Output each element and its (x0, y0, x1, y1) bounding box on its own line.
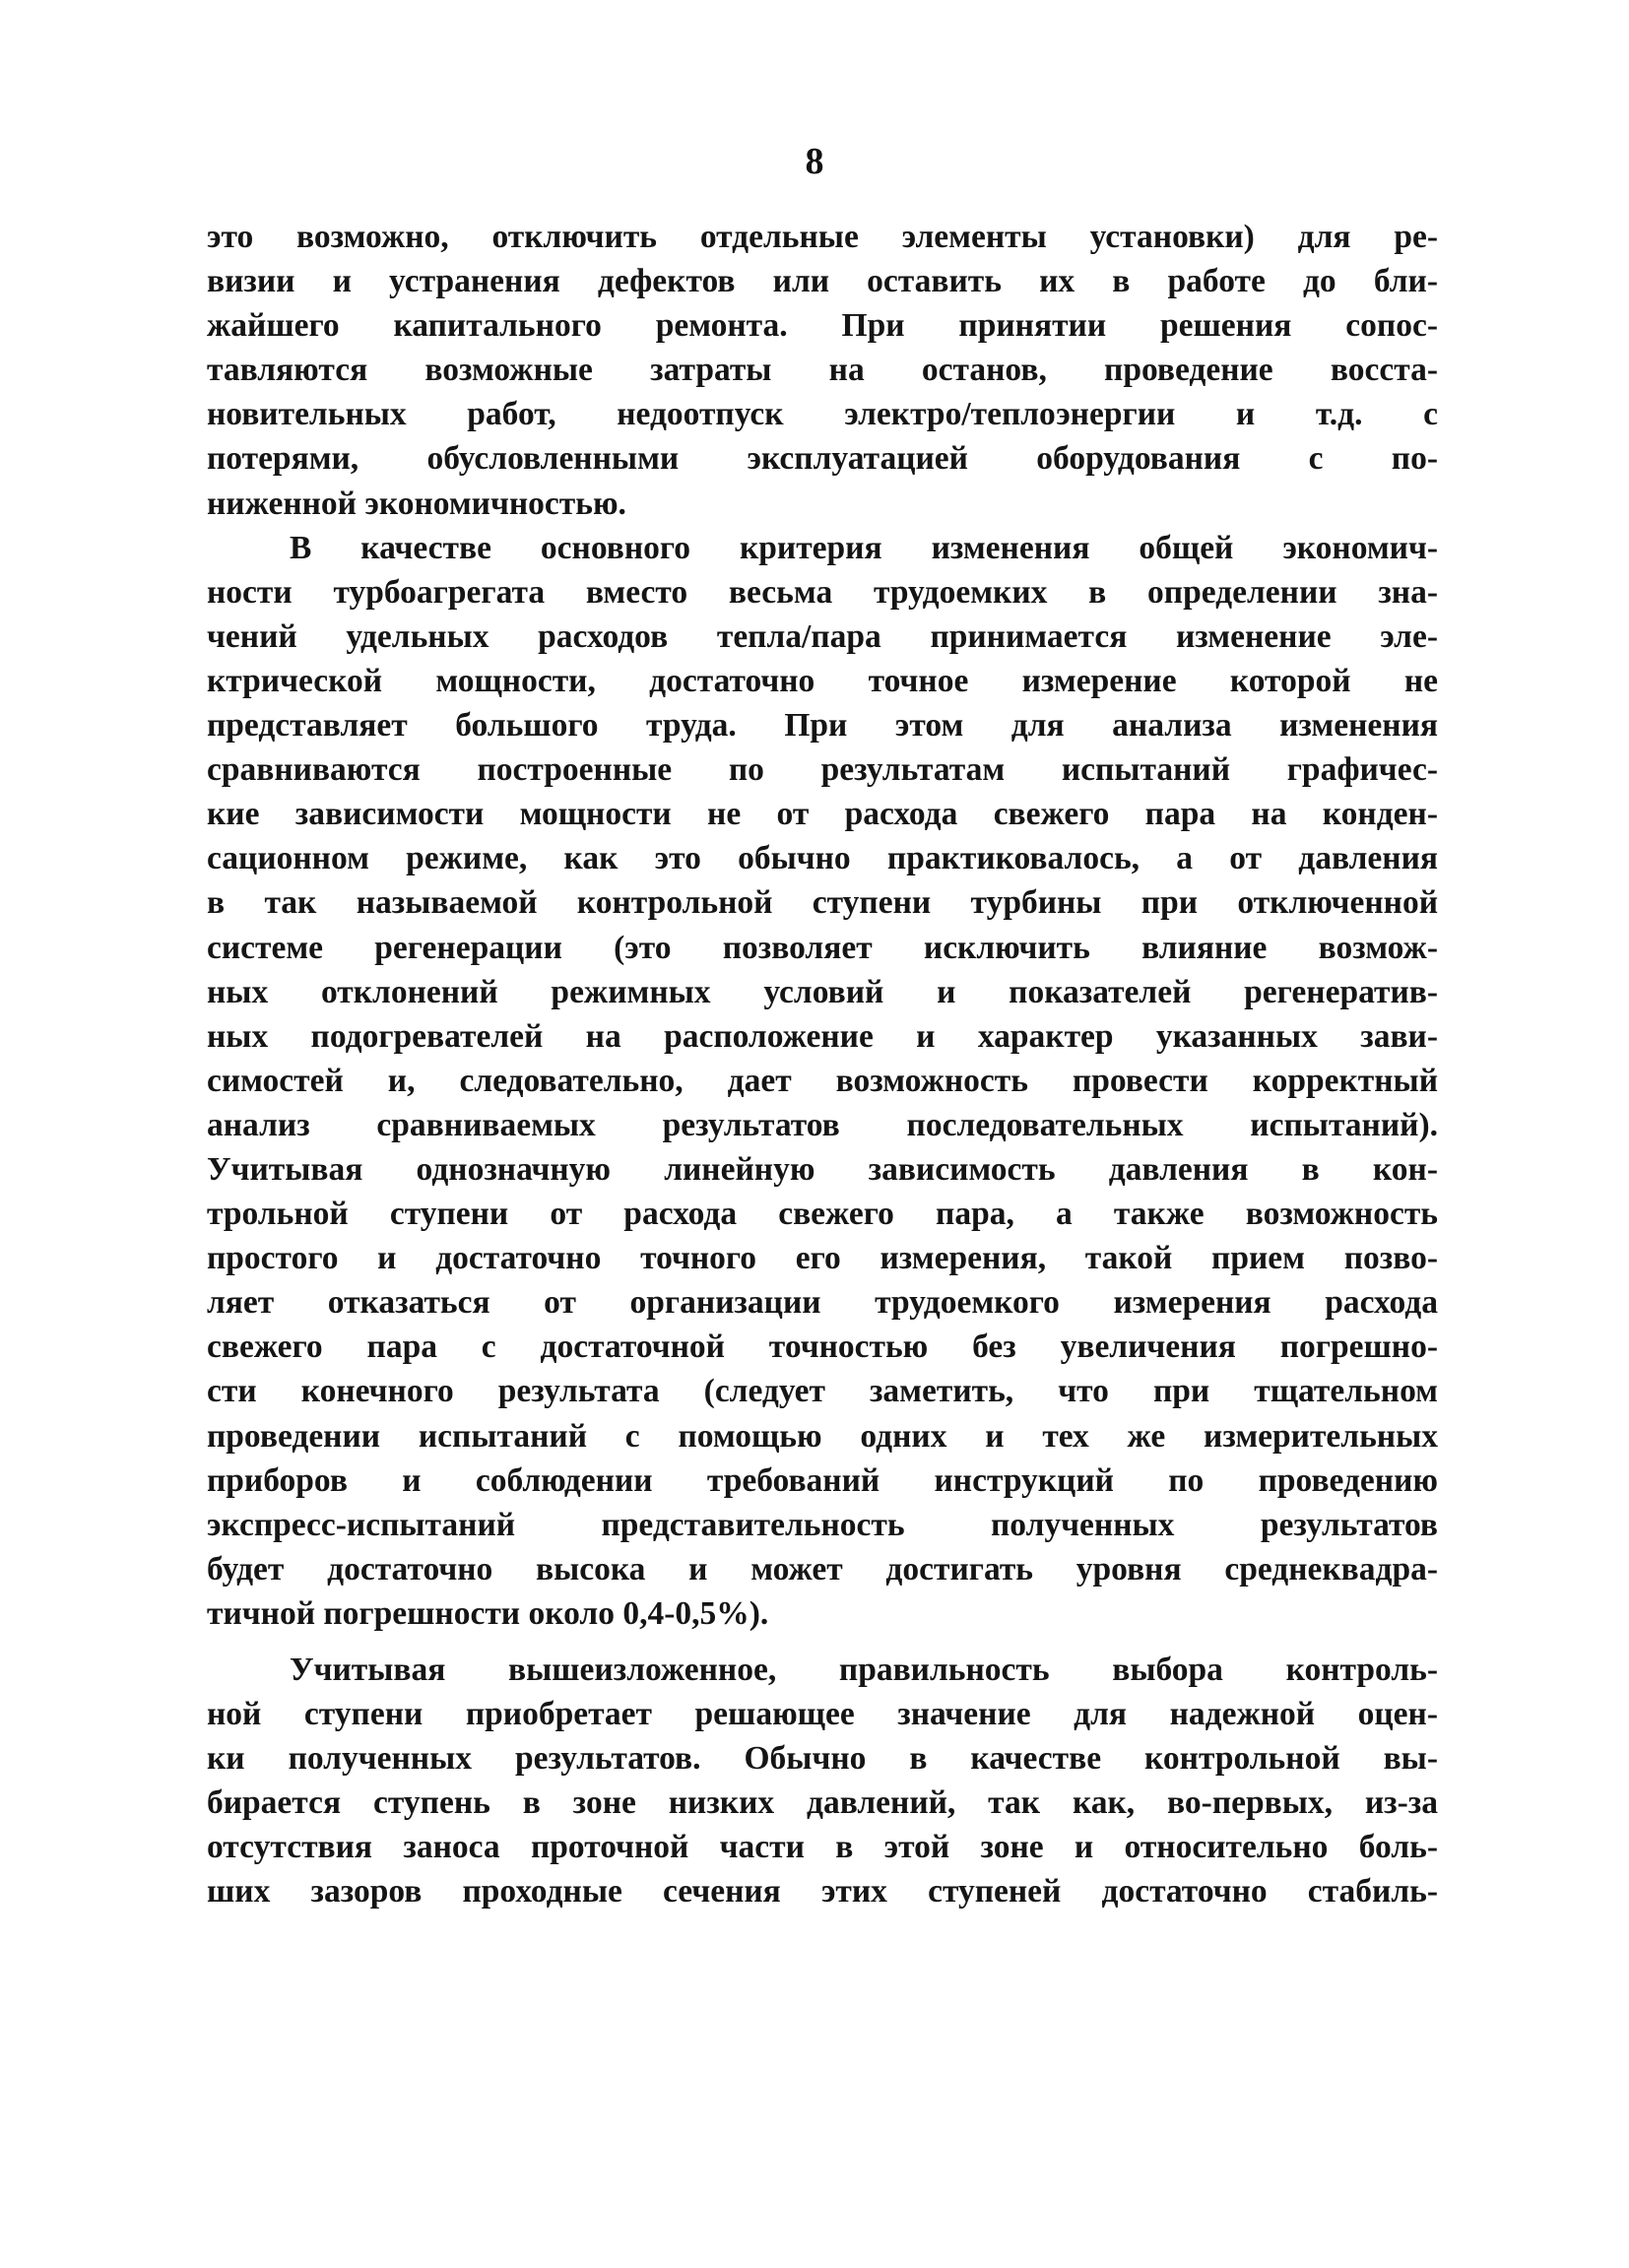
text-line: тавляются возможные затраты на останов, проведение восста- (207, 352, 1438, 389)
text-line: жайшего капитального ремонта. При принятии решения сопос- (207, 307, 1438, 345)
text-line: представляет большого труда. При этом для анализа изменения (207, 707, 1438, 745)
paragraph-2 (207, 526, 1438, 1636)
text-line: сационном режиме, как это обычно практиковалось, а от давления (207, 840, 1438, 877)
text-line: это возможно, отключить отдельные элементы установки) для ре- (207, 219, 1438, 255)
paragraph-3 (207, 1648, 1438, 1914)
text-line: кие зависимости мощности не от расхода свежего пара на конден- (207, 796, 1438, 833)
text-line: приборов и соблюдении требований инструкций по проведению (207, 1461, 1438, 1499)
body-text (207, 215, 1438, 1914)
text-line: системе регенерации (это позволяет исключить влияние возмож- (207, 929, 1438, 966)
paragraph-1 (207, 215, 1438, 526)
text-line: ности турбоагрегата вместо весьма трудоемких в определении зна- (207, 573, 1438, 611)
text-line: свежего пара с достаточной точностью без увеличения погрешно- (207, 1328, 1438, 1366)
text-line: Учитывая вышеизложенное, правильность выбора контроль- (290, 1652, 1438, 1688)
text-line: простого и достаточно точного его измерения, такой прием позво- (207, 1240, 1438, 1277)
text-line: потерями, обусловленными эксплуатацией оборудования с по- (207, 440, 1438, 478)
text-line: проведении испытаний с помощью одних и тех же измерительных (207, 1417, 1438, 1455)
text-line: ных отклонений режимных условий и показателей регенератив- (207, 973, 1438, 1010)
text-line: тичной погрешности около 0,4-0,5%). (207, 1594, 769, 1632)
text-line: в так называемой контрольной ступени турбины при отключенной (207, 884, 1438, 922)
text-line: симостей и, следовательно, дает возможность провести корректный (207, 1062, 1438, 1099)
text-line: ки полученных результатов. Обычно в качестве контрольной вы- (207, 1740, 1438, 1778)
text-line: отсутствия заноса проточной части в этой зоне и относительно боль- (207, 1829, 1438, 1866)
text-line: визии и устранения дефектов или оставить их в работе до бли- (207, 263, 1438, 300)
text-line: ных подогревателей на расположение и характер указанных зави- (207, 1017, 1438, 1055)
text-line: Учитывая однозначную линейную зависимость давления в кон- (207, 1150, 1438, 1188)
page-number: 8 (805, 141, 824, 182)
text-line: экспресс-испытаний представительность полученных результатов (207, 1506, 1438, 1543)
paragraph-spacer (207, 1636, 1438, 1648)
text-line: ктрической мощности, достаточно точное измерение которой не (207, 662, 1438, 699)
text-line: трольной ступени от расхода свежего пара, а также возможность (207, 1196, 1438, 1233)
text-line: чений удельных расходов тепла/пара принимается изменение эле- (207, 617, 1438, 655)
text-line: бирается ступень в зоне низких давлений, так как, во-первых, из-за (207, 1784, 1438, 1822)
text-line: анализ сравниваемых результатов последовательных испытаний). (207, 1106, 1438, 1143)
text-line: сти конечного результата (следует заметить, что при тщательном (207, 1373, 1438, 1410)
text-line: ниженной экономичностью. (207, 485, 626, 522)
text-line: новительных работ, недоотпуск электро/теплоэнергии и т.д. с (207, 396, 1438, 433)
text-line: В качестве основного критерия изменения общей экономич- (290, 529, 1438, 566)
text-line: сравниваются построенные по результатам испытаний графичес- (207, 751, 1438, 789)
text-line: ляет отказаться от организации трудоемкого измерения расхода (207, 1284, 1438, 1322)
text-line: ших зазоров проходные сечения этих ступеней достаточно стабиль- (207, 1873, 1438, 1911)
text-line: ной ступени приобретает решающее значение для надежной оцен- (207, 1696, 1438, 1733)
text-line: будет достаточно высока и может достигать уровня среднеквадра- (207, 1550, 1438, 1588)
